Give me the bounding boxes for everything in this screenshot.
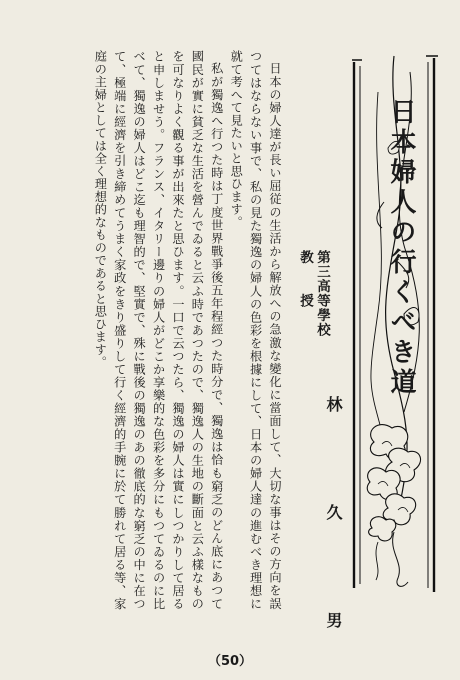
- author-name: 林 久 男: [324, 396, 343, 666]
- article-title: 日本婦人の行くべき道: [386, 98, 416, 398]
- page-number: （50）: [207, 654, 253, 669]
- article-paragraph: 日本の婦人達が長い屈従の生活から解放への急激な變化に當面して、大切な事はその方向を誤つてはならない事で、私の見た獨逸の婦人の色彩を根據にして、日本の婦人達の進むべき理想に就て考へて見たいと思ひます。: [229, 50, 282, 610]
- author-affiliation: 第三高等學校 教 授: [297, 250, 330, 337]
- article-body: [24, 50, 284, 610]
- article-paragraph: 私が獨逸へ行つた時は丁度世界戰爭後五年程經つた時分で、獨逸は恰も窮乏のどん底にあつて國民が實に貧乏な生活を營んでゐると云ふ時であつたので、獨逸人の生地の斷面と云ふ樣なものを可なりよく觀る事が出來たと思ひます。一口で云つたら、獨逸の婦人は實にしつかりして居ると申しませう。フランス、イタリー邊りの婦人がどこか享樂的な色彩を多分にもつてゐるのに比べて、獨逸の婦人はどこ迄も理智的で、堅實で、殊に戰後の獨逸のあの徹底的な窮乏の中に在つて、極端に經濟を引き締めてうまく家政をきり盛りして行く經濟的手腕に於て勝れて居る等、家庭の主婦としては全く理想的なものであると思ひます。: [93, 50, 224, 610]
